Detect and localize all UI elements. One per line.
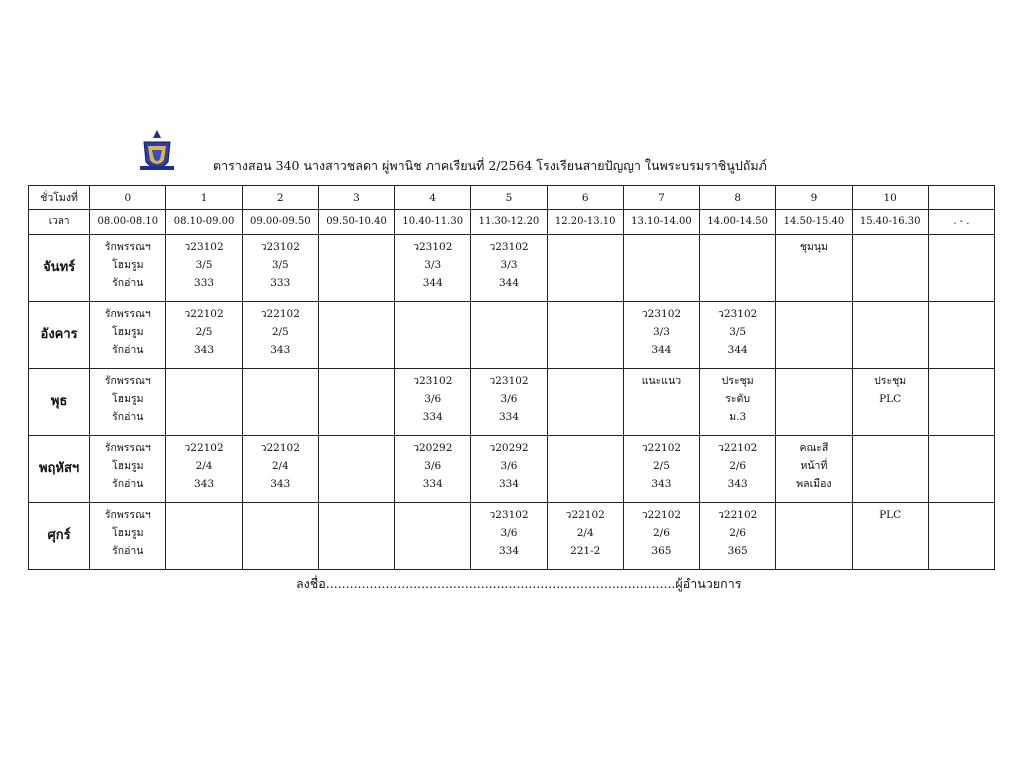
schedule-cell xyxy=(852,503,928,570)
cell-line: ว23102 xyxy=(489,375,529,387)
cell-line: รักพรรณฯ xyxy=(104,241,151,253)
cell-line: 2/6 xyxy=(652,527,670,539)
cell-line: 3/6 xyxy=(424,460,442,472)
schedule-cell xyxy=(547,235,623,302)
period-number: 9 xyxy=(776,186,852,210)
time-label: เวลา xyxy=(29,210,90,235)
period-number: 8 xyxy=(700,186,776,210)
cell-line: 3/5 xyxy=(195,259,213,271)
cell-line: ว22102 xyxy=(184,308,224,320)
schedule-cell xyxy=(623,235,699,302)
day-name: พุธ xyxy=(29,369,90,436)
cell-line: รักอ่าน xyxy=(112,478,144,490)
cell-line: ว22102 xyxy=(260,442,300,454)
cell-line: 2/4 xyxy=(195,460,213,472)
cell-line: PLC xyxy=(879,509,902,521)
schedule-cell xyxy=(852,369,928,436)
signature-line: ลงชื่อ........................................................................................ผู้อำนวยการ xyxy=(296,576,742,591)
schedule-cell xyxy=(700,436,776,503)
schedule-cell xyxy=(242,503,318,570)
cell-line: รักอ่าน xyxy=(112,411,144,423)
schedule-cell xyxy=(852,436,928,503)
cell-line: 343 xyxy=(270,478,291,490)
cell-line: 343 xyxy=(194,344,215,356)
day-name: พฤหัสฯ xyxy=(29,436,90,503)
period-number: 3 xyxy=(318,186,394,210)
schedule-cell xyxy=(471,436,547,503)
cell-line: 2/5 xyxy=(271,326,289,338)
time-slot: 11.30-12.20 xyxy=(471,210,547,235)
time-slot: 14.50-15.40 xyxy=(776,210,852,235)
cell-line: ว22102 xyxy=(718,442,758,454)
schedule-cell xyxy=(776,503,852,570)
schedule-cell xyxy=(623,436,699,503)
cell-line: ว23102 xyxy=(489,509,529,521)
schedule-cell xyxy=(395,369,471,436)
time-slot: 08.10-09.00 xyxy=(166,210,242,235)
cell-line: ประชุม xyxy=(874,375,907,387)
cell-line: 3/5 xyxy=(729,326,747,338)
time-slot: 10.40-11.30 xyxy=(395,210,471,235)
day-name: อังคาร xyxy=(29,302,90,369)
cell-line: ว23102 xyxy=(489,241,529,253)
day-row xyxy=(29,369,995,436)
schedule-cell xyxy=(471,302,547,369)
cell-line: โฮมรูม xyxy=(112,460,144,472)
schedule-cell xyxy=(395,302,471,369)
time-slot: 09.00-09.50 xyxy=(242,210,318,235)
cell-line: 333 xyxy=(270,277,291,289)
day-row xyxy=(29,436,995,503)
time-slot: 15.40-16.30 xyxy=(852,210,928,235)
schedule-cell xyxy=(700,369,776,436)
cell-line: 344 xyxy=(498,277,519,289)
period-header-row xyxy=(29,186,995,210)
schedule-cell xyxy=(547,369,623,436)
period-number: 7 xyxy=(623,186,699,210)
cell-line: ว23102 xyxy=(641,308,682,320)
cell-line: 334 xyxy=(422,478,443,490)
schedule-cell xyxy=(700,503,776,570)
schedule-cell xyxy=(242,436,318,503)
schedule-cell xyxy=(318,302,394,369)
schedule-cell xyxy=(776,235,852,302)
schedule-cell xyxy=(318,369,394,436)
cell-line: 3/3 xyxy=(652,326,670,338)
cell-line: 2/4 xyxy=(576,527,594,539)
schedule-cell xyxy=(852,302,928,369)
cell-line: ว22102 xyxy=(641,509,682,521)
day-name: จันทร์ xyxy=(29,235,90,302)
cell-line: 3/6 xyxy=(500,527,518,539)
cell-line: รักพรรณฯ xyxy=(104,308,151,320)
schedule-cell xyxy=(471,235,547,302)
schedule-cell xyxy=(928,503,994,570)
schedule-cell xyxy=(928,436,994,503)
schedule-cell xyxy=(700,302,776,369)
schedule-cell xyxy=(242,302,318,369)
schedule-cell xyxy=(776,436,852,503)
cell-line: ว20292 xyxy=(489,442,529,454)
cell-line: ว22102 xyxy=(184,442,224,454)
cell-line: รักอ่าน xyxy=(112,545,144,557)
cell-line: 334 xyxy=(498,545,519,557)
timetable xyxy=(28,185,995,570)
cell-line: ว23102 xyxy=(413,375,453,387)
schedule-cell xyxy=(547,503,623,570)
time-slot: 13.10-14.00 xyxy=(623,210,699,235)
cell-line: 2/6 xyxy=(729,527,747,539)
schedule-cell xyxy=(90,302,166,369)
cell-line: ระดับ xyxy=(725,393,751,405)
schedule-cell xyxy=(242,235,318,302)
cell-line: แนะแนว xyxy=(641,375,682,387)
cell-line: 344 xyxy=(727,344,748,356)
cell-line: โฮมรูม xyxy=(112,326,144,338)
cell-line: รักอ่าน xyxy=(112,344,144,356)
cell-line: 343 xyxy=(727,478,748,490)
period-number: 1 xyxy=(166,186,242,210)
schedule-cell xyxy=(547,436,623,503)
time-slot: 08.00-08.10 xyxy=(90,210,166,235)
cell-line: 3/3 xyxy=(424,259,442,271)
cell-line: 344 xyxy=(651,344,672,356)
cell-line: 221-2 xyxy=(570,545,601,557)
cell-line: ว20292 xyxy=(413,442,453,454)
schedule-cell xyxy=(318,235,394,302)
cell-line: 3/3 xyxy=(500,259,518,271)
schedule-cell xyxy=(395,235,471,302)
schedule-cell xyxy=(90,503,166,570)
cell-line: 334 xyxy=(498,411,519,423)
schedule-cell xyxy=(90,369,166,436)
cell-line: 343 xyxy=(651,478,672,490)
cell-line: โฮมรูม xyxy=(112,527,144,539)
schedule-cell xyxy=(166,436,242,503)
cell-line: 3/6 xyxy=(500,393,518,405)
schedule-cell xyxy=(623,369,699,436)
cell-line: 343 xyxy=(270,344,291,356)
day-name: ศุกร์ xyxy=(29,503,90,570)
schedule-cell xyxy=(242,369,318,436)
cell-line: 2/4 xyxy=(271,460,289,472)
schedule-cell xyxy=(318,436,394,503)
period-number: 0 xyxy=(90,186,166,210)
period-number: 6 xyxy=(547,186,623,210)
schedule-cell xyxy=(90,235,166,302)
cell-line: รักอ่าน xyxy=(112,277,144,289)
cell-line: ว23102 xyxy=(413,241,453,253)
cell-line: 2/6 xyxy=(729,460,747,472)
cell-line: 3/6 xyxy=(424,393,442,405)
time-row xyxy=(29,210,995,235)
period-number: 4 xyxy=(395,186,471,210)
school-emblem-logo xyxy=(140,128,174,176)
cell-line: ว23102 xyxy=(260,241,300,253)
cell-line: โฮมรูม xyxy=(112,393,144,405)
schedule-cell xyxy=(928,302,994,369)
cell-line: ว22102 xyxy=(565,509,605,521)
cell-line: 3/6 xyxy=(500,460,518,472)
period-number: 5 xyxy=(471,186,547,210)
schedule-cell xyxy=(318,503,394,570)
cell-line: พลเมือง xyxy=(796,478,832,490)
cell-line: ชุมนุม xyxy=(799,241,828,253)
schedule-cell xyxy=(928,369,994,436)
schedule-cell xyxy=(471,369,547,436)
day-row xyxy=(29,302,995,369)
cell-line: 365 xyxy=(727,545,748,557)
time-slot: . - . xyxy=(928,210,994,235)
cell-line: 365 xyxy=(651,545,672,557)
cell-line: 344 xyxy=(422,277,443,289)
schedule-cell xyxy=(90,436,166,503)
cell-line: ว22102 xyxy=(718,509,758,521)
cell-line: ว22102 xyxy=(260,308,300,320)
cell-line: ม.3 xyxy=(729,411,747,423)
cell-line: ว23102 xyxy=(184,241,224,253)
cell-line: 2/5 xyxy=(195,326,213,338)
schedule-cell xyxy=(395,436,471,503)
time-slot: 12.20-13.10 xyxy=(547,210,623,235)
schedule-cell xyxy=(166,235,242,302)
cell-line: 3/5 xyxy=(271,259,289,271)
period-label: ชั่วโมงที่ xyxy=(29,186,90,210)
schedule-cell xyxy=(166,369,242,436)
day-row xyxy=(29,235,995,302)
schedule-cell xyxy=(166,503,242,570)
schedule-cell xyxy=(395,503,471,570)
schedule-cell xyxy=(928,235,994,302)
schedule-cell xyxy=(471,503,547,570)
day-row xyxy=(29,503,995,570)
schedule-cell xyxy=(776,369,852,436)
cell-line: PLC xyxy=(879,393,902,405)
schedule-cell xyxy=(547,302,623,369)
period-number: 2 xyxy=(242,186,318,210)
cell-line: ว23102 xyxy=(718,308,758,320)
schedule-cell xyxy=(623,503,699,570)
period-number: 10 xyxy=(852,186,928,210)
cell-line: ประชุม xyxy=(721,375,754,387)
schedule-cell xyxy=(166,302,242,369)
schedule-cell xyxy=(852,235,928,302)
schedule-cell xyxy=(700,235,776,302)
cell-line: 343 xyxy=(194,478,215,490)
cell-line: คณะสี xyxy=(799,442,829,454)
cell-line: หน้าที่ xyxy=(800,460,828,472)
cell-line: รักพรรณฯ xyxy=(104,442,151,454)
cell-line: 333 xyxy=(194,277,215,289)
cell-line: โฮมรูม xyxy=(112,259,144,271)
cell-line: ว22102 xyxy=(641,442,682,454)
cell-line: 334 xyxy=(422,411,443,423)
time-slot: 14.00-14.50 xyxy=(700,210,776,235)
cell-line: 334 xyxy=(498,478,519,490)
period-number xyxy=(928,186,994,210)
schedule-cell xyxy=(776,302,852,369)
cell-line: 2/5 xyxy=(652,460,670,472)
cell-line: รักพรรณฯ xyxy=(104,375,151,387)
cell-line: รักพรรณฯ xyxy=(104,509,151,521)
page-title: ตารางสอน 340 นางสาวชลดา ผู่พานิช ภาคเรียนที่ 2/2564 โรงเรียนสายปัญญา ในพระบรมราชินูปถัมภ์ xyxy=(213,158,767,173)
schedule-cell xyxy=(623,302,699,369)
time-slot: 09.50-10.40 xyxy=(318,210,394,235)
